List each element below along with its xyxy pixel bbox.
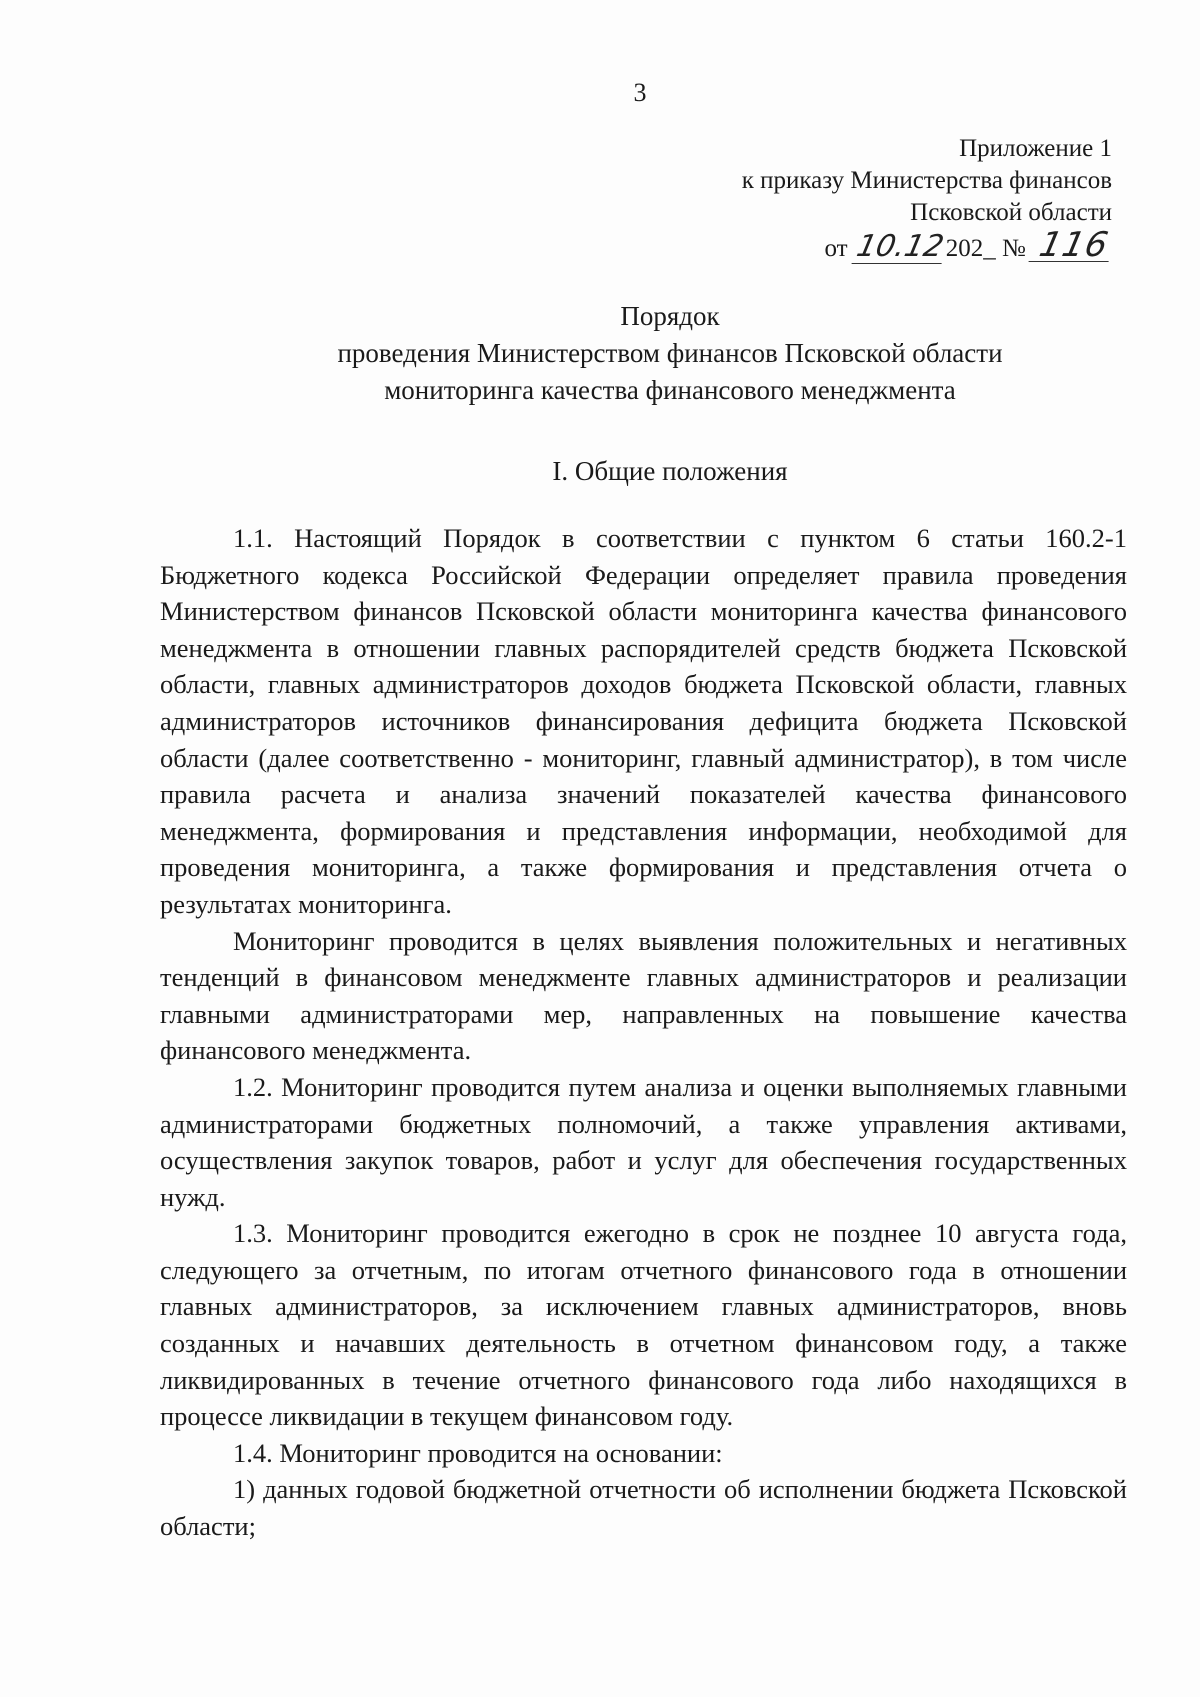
page-number: 3: [633, 78, 647, 107]
appendix-title: Приложение 1: [959, 135, 1112, 162]
document-title: [160, 298, 1180, 409]
paragraph-1-3: 1.3. Мониторинг проводится ежегодно в срок не позднее 10 августа года, следующего за отчетным, по итогам отчетного финансового года в отношении главных администраторов, за исключением главных администраторов, вновь созданных и начавших деятельность в отчетном финансовом году, а также ликвидированных в течение отчетного финансового года либо находящихся в процессе ликвидации в текущем финансовом году.: [160, 1218, 1127, 1432]
date-prefix: от: [824, 235, 848, 262]
title-line-3: мониторинга качества финансового менеджмента: [384, 375, 956, 405]
paragraph-1-4: 1.4. Мониторинг проводится на основании:: [233, 1437, 723, 1468]
handwritten-number: 116: [1029, 229, 1116, 262]
appendix-order-ref: к приказу Министерства финансов: [741, 167, 1112, 194]
title-line-1: Порядок: [620, 301, 720, 331]
paragraph-item-1: 1) данных годовой бюджетной отчетности об исполнении бюджета Псковской области;: [160, 1474, 1127, 1542]
paragraph-1-2: 1.2. Мониторинг проводится путем анализа и оценки выполняемых главными администраторами бюджетных полномочий, а также управления активами, осуществления закупок товаров, работ и услуг для обеспечения государственных нужд.: [160, 1071, 1127, 1212]
year: 202_: [945, 235, 996, 262]
paragraph-1-1: 1.1. Настоящий Порядок в соответствии с пунктом 6 статьи 160.2-1 Бюджетного кодекса Российской Федерации определяет правила проведения Министерством финансов Псковской области мониторинга качества финансового менеджмента в отношении главных распорядителей средств бюджета Псковской области, главных администраторов доходов бюджета Псковской области, главных администраторов источников финансирования дефицита бюджета Псковской области (далее соответственно - мониторинг, главный администратор), в том числе правила расчета и анализа значений показателей качества финансового менеджмента, формирования и представления информации, необходимой для проведения мониторинга, а также формирования и представления отчета о результатах мониторинга.: [160, 523, 1127, 919]
appendix-block: [692, 133, 1112, 265]
title-line-2: проведения Министерством финансов Псковской области: [337, 338, 1003, 368]
appendix-date-number: [692, 225, 1113, 265]
number-sign: №: [1001, 235, 1026, 262]
section-heading: I. Общие положения: [552, 456, 788, 486]
handwritten-date: 10.12: [853, 229, 947, 264]
appendix-region: Псковской области: [910, 199, 1112, 226]
body-text: [160, 520, 1127, 1545]
paragraph-monitoring-goals: Мониторинг проводится в целях выявления положительных и негативных тенденций в финансовом менеджменте главных администраторов и реализации главными администраторами мер, направленных на повышение качества финансового менеджмента.: [160, 925, 1127, 1066]
